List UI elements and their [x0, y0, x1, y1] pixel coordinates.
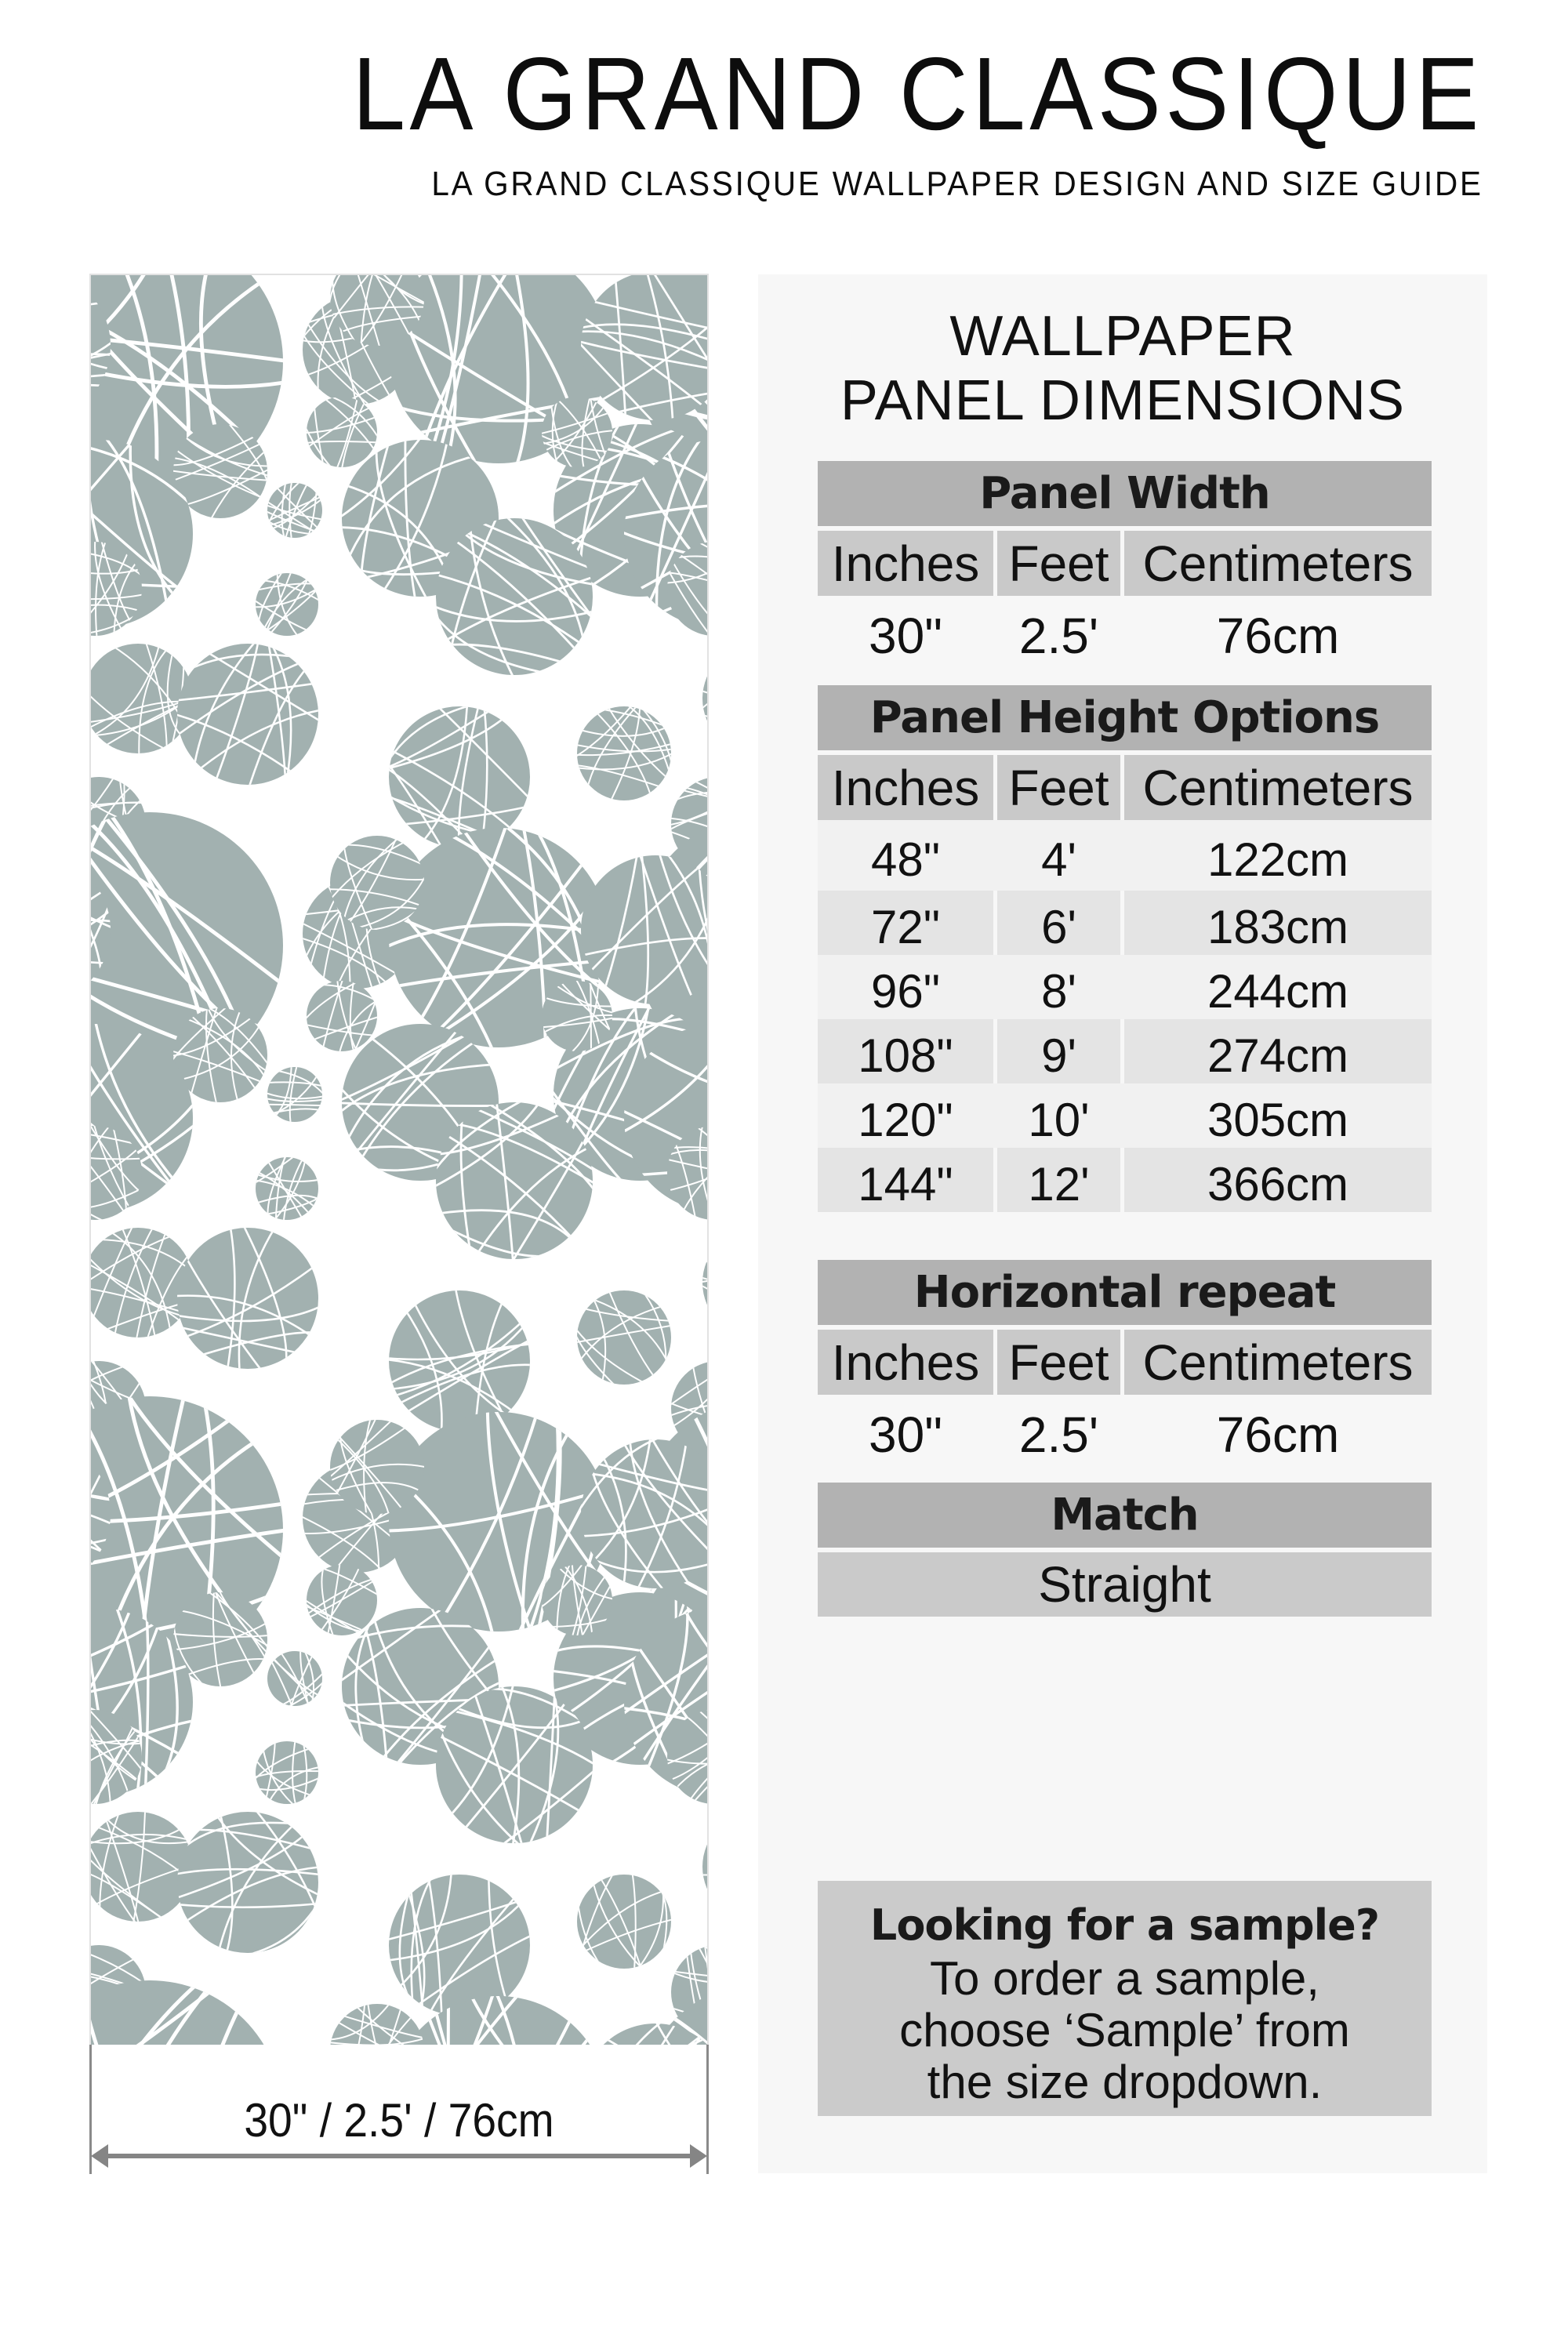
horizontal-repeat-table: [818, 1260, 1432, 1465]
height-feet: 10': [997, 1083, 1120, 1148]
height-feet: 9': [997, 1019, 1120, 1083]
horizontal-repeat-values: [818, 1395, 1432, 1465]
sample-line-2: choose ‘Sample’ from: [899, 2004, 1350, 2056]
height-inches: 144": [818, 1148, 993, 1212]
height-inches: 72": [818, 891, 993, 955]
column-header-row: [818, 531, 1432, 596]
height-centimeters: 183cm: [1124, 891, 1432, 955]
panel-width-values: [818, 596, 1432, 666]
column-header-centimeters: Centimeters: [1124, 755, 1432, 820]
height-inches: 48": [818, 820, 993, 891]
title-line-2: PANEL DIMENSIONS: [840, 369, 1406, 432]
panel-dimensions-title: [758, 304, 1487, 433]
column-header-row: [818, 755, 1432, 820]
height-centimeters: 122cm: [1124, 820, 1432, 891]
height-centimeters: 274cm: [1124, 1019, 1432, 1083]
repeat-centimeters: 76cm: [1216, 1406, 1340, 1463]
width-inches: 30": [869, 608, 942, 664]
column-header-centimeters: Centimeters: [1124, 1330, 1432, 1395]
repeat-feet: 2.5': [1018, 1406, 1099, 1463]
column-header-feet: Feet: [997, 531, 1120, 596]
column-header-inches: Inches: [818, 531, 993, 596]
height-inches: 108": [818, 1019, 993, 1083]
table-row: [818, 1019, 1432, 1083]
horizontal-repeat-heading: Horizontal repeat: [818, 1260, 1432, 1325]
height-feet: 6': [997, 891, 1120, 955]
arrow-right-icon: [690, 2144, 707, 2168]
wallpaper-pattern-preview: [89, 274, 709, 2045]
match-heading: Match: [818, 1483, 1432, 1548]
column-header-feet: Feet: [997, 1330, 1120, 1395]
brand-subtitle: LA GRAND CLASSIQUE WALLPAPER DESIGN AND SIZE GUIDE: [431, 165, 1483, 203]
height-feet: 4': [997, 820, 1120, 891]
brand-title: LA GRAND CLASSIQUE: [352, 36, 1483, 151]
height-centimeters: 305cm: [1124, 1083, 1432, 1148]
sample-heading: Looking for a sample?: [869, 1900, 1380, 1950]
column-header-row: [818, 1330, 1432, 1395]
table-row: [818, 1083, 1432, 1148]
dimensions-panel: [758, 274, 1487, 2173]
table-row: [818, 820, 1432, 891]
height-feet: 8': [997, 955, 1120, 1019]
table-row: [818, 955, 1432, 1019]
panel-height-heading: Panel Height Options: [818, 685, 1432, 750]
column-header-inches: Inches: [818, 755, 993, 820]
panel-width-heading: Panel Width: [818, 461, 1432, 526]
sample-info-box: [818, 1881, 1432, 2116]
height-inches: 120": [818, 1083, 993, 1148]
width-centimeters: 76cm: [1216, 608, 1340, 664]
height-centimeters: 366cm: [1124, 1148, 1432, 1212]
width-dimension: [89, 2045, 709, 2178]
table-row: [818, 1148, 1432, 1212]
width-feet: 2.5': [1018, 608, 1099, 664]
circle-pattern-image: [91, 275, 709, 2045]
repeat-inches: 30": [869, 1406, 942, 1463]
title-line-1: WALLPAPER: [949, 305, 1296, 368]
column-header-inches: Inches: [818, 1330, 993, 1395]
sample-line-1: To order a sample,: [930, 1952, 1319, 2005]
match-value: Straight: [818, 1552, 1432, 1617]
height-centimeters: 244cm: [1124, 955, 1432, 1019]
brand-header: [254, 36, 1483, 204]
dimension-line: [103, 2154, 695, 2158]
column-header-feet: Feet: [997, 755, 1120, 820]
panel-height-table: [818, 685, 1432, 1212]
arrow-left-icon: [91, 2144, 108, 2168]
height-inches: 96": [818, 955, 993, 1019]
sample-line-3: the size dropdown.: [927, 2056, 1323, 2108]
match-table: [818, 1483, 1432, 1617]
column-header-centimeters: Centimeters: [1124, 531, 1432, 596]
width-dimension-label: 30" / 2.5' / 76cm: [244, 2094, 554, 2147]
height-feet: 12': [997, 1148, 1120, 1212]
panel-width-table: [818, 461, 1432, 666]
table-row: [818, 891, 1432, 955]
